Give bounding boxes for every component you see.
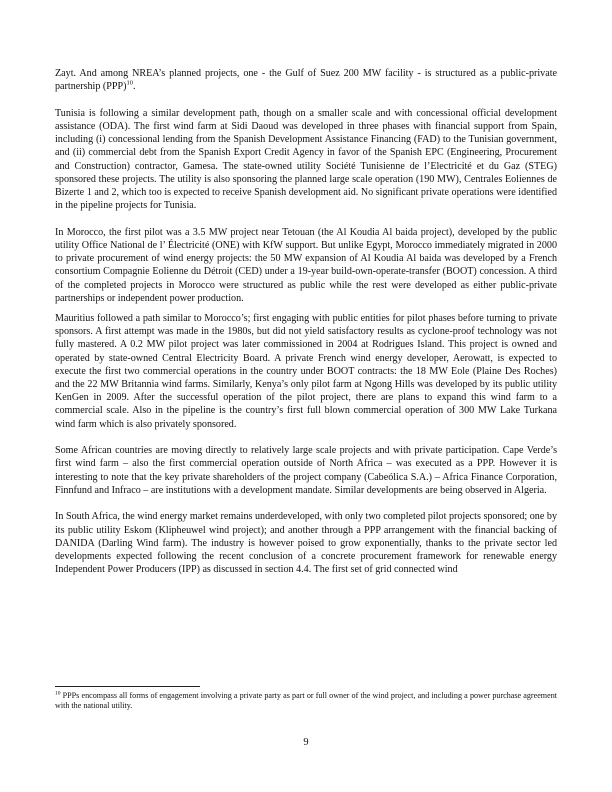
paragraph-south-africa: In South Africa, the wind energy market remains underdeveloped, with only two completed pilot projects sponsored; one by its public utility Eskom (Klipheuwel wind project); and another through a PPP arrangement with the financial backing of DANIDA (Darling Wind farm). The industry is however poised to grow exponentially, thanks to the private sector led developments expected following the recent conclusion of a concrete procurement framework for renewable energy Independent Power Producers (IPP) as discussed in section 4.4. The first set of grid connected wind	[55, 511, 557, 576]
paragraph-cape-verde: Some African countries are moving directly to relatively large scale projects and with private participation. Cape Verde’s first wind farm – also the first commercial operation outside of North Africa – was executed as a PPP. However it is interesting to note that the key private shareholders of the project company (Cabeólica S.A.) – Africa Finance Corporation, Finnfund and Infraco – are institutions with a development mandate. Similar developments are being observed in Algeria.	[55, 445, 557, 496]
footnote-text: PPPs encompass all forms of engagement involving a private party as part or full owner of the wind project, and including a power purchase agreement with the national utility.	[55, 691, 557, 710]
paragraph-morocco: In Morocco, the first pilot was a 3.5 MW project near Tetouan (the Al Koudia Al baida project), developed by the public utility Office National de l’ Électricité (ONE) with KfW support. But unlike Egypt, Morocco immediately migrated in 2000 to private procurement of wind energy projects: the 50 MW expansion of Al Koudia Al baida was developed by a French consortium Compagnie Eolienne du Détroit (CED) under a 19-year build-own-operate-transfer (BOOT) concession. A third of the completed projects in Morocco were structured as public while the rest were developed as either public-private partnerships or independent power production.	[55, 226, 557, 304]
paragraph-end: .	[133, 81, 136, 93]
footnote-divider	[55, 686, 200, 687]
paragraph-text: Zayt. And among NREA’s planned projects, one - the Gulf of Suez 200 MW facility - is structured as a public-private partnership (PPP)	[55, 68, 557, 93]
paragraph-tunisia: Tunisia is following a similar development path, though on a smaller scale and with concessional official development assistance (ODA). The first wind farm at Sidi Daoud was developed in three phases with financial support from Spain, including (i) concessional lending from the Spanish Development Assistance Financing (FAD) to the Tunisian government, and (ii) commercial debt from the Spanish Export Credit Agency in favor of the Spanish EPC (Engineering, Procurement and Construction) contractor, Gamesa. The state-owned utility Société Tunisienne de l’Electricité et du Gaz (STEG) sponsored these projects. The utility is also sponsoring the planned large scale operation (190 MW), Centrales Eoliennes de Bizerte 1 and 2, which too is expected to receive Spanish development aid. No significant private operations were identified in the pipeline projects for Tunisia.	[55, 107, 557, 212]
footnote	[55, 691, 557, 711]
footnote-number: 10	[55, 690, 61, 697]
body-text	[55, 67, 557, 590]
footnote-reference: 10	[126, 79, 133, 87]
paragraph-egypt-ppp	[55, 67, 557, 93]
paragraph-mauritius-kenya: Mauritius followed a path similar to Morocco’s; first engaging with public entities for pilot phases before turning to private sponsors. A first attempt was made in the 1980s, but did not yield satisfactory results as cyclone-proof technology was not fully mastered. A 0.2 MW pilot project was later commissioned in 2004 at Rodrigues Island. This project is owned and operated by state-owned Central Electricity Board. A private French wind energy developer, Aerowatt, is expected to execute the first two commercial operations in the country under BOOT contracts: the 18 MW Eole (Plaine Des Roches) and the 22 MW Britannia wind farms. Similarly, Kenya’s only pilot farm at Ngong Hills was developed by its public utility KenGen in 2009. After the successful operation of the pilot project, there are plans to expand this wind farm to a commercial scale. Also in the pipeline is the country’s first full blown commercial operation of 300 MW Lake Turkana wind farm which is also privately sponsored.	[55, 313, 557, 430]
page-number: 9	[303, 737, 309, 748]
